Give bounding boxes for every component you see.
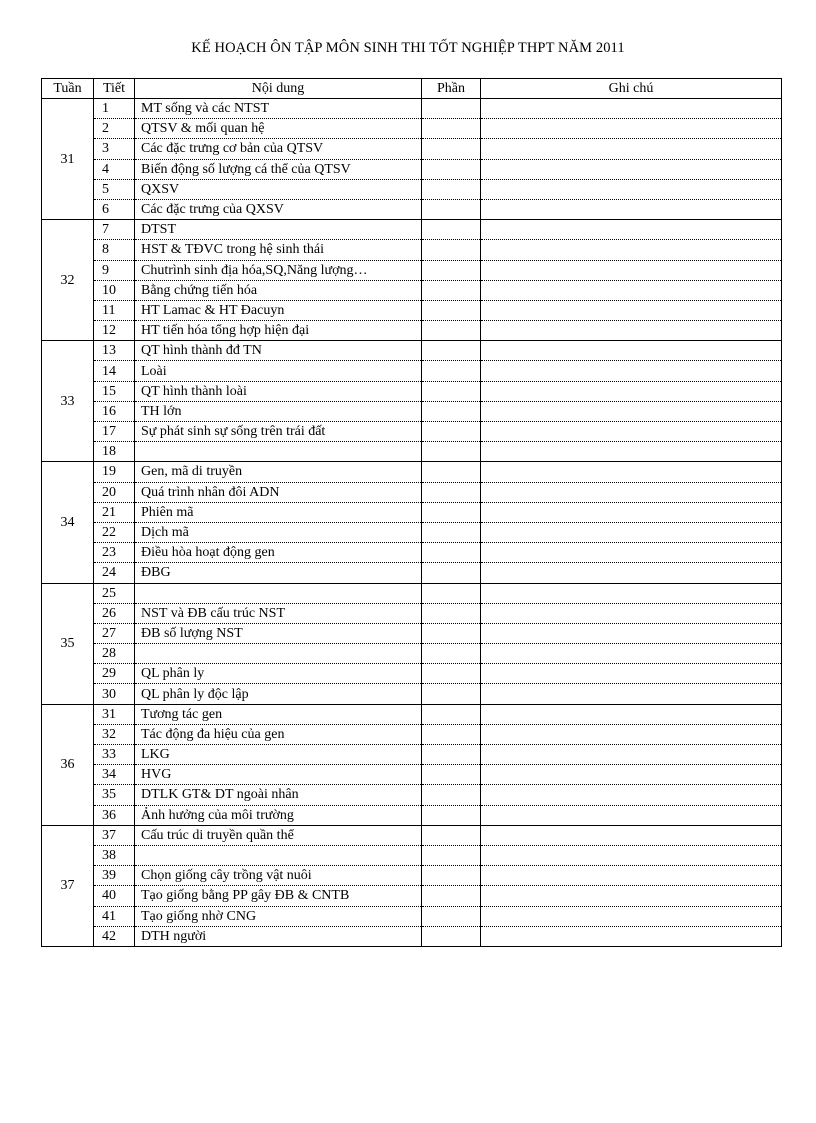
content-cell: TH lớn [135, 401, 422, 421]
part-cell [422, 825, 481, 845]
content-cell: MT sống và các NTST [135, 99, 422, 119]
part-cell [422, 442, 481, 462]
week-cell: 37 [42, 825, 94, 946]
table-row [42, 220, 782, 240]
table-row [42, 341, 782, 361]
period-cell: 13 [94, 341, 135, 361]
content-cell: HVG [135, 765, 422, 785]
table-row [42, 805, 782, 825]
content-cell: Tác động đa hiệu của gen [135, 724, 422, 744]
table-row [42, 886, 782, 906]
note-cell [481, 401, 782, 421]
content-cell: Tương tác gen [135, 704, 422, 724]
content-cell: HT tiến hóa tổng hợp hiện đại [135, 321, 422, 341]
content-cell: Quá trình nhân đôi ADN [135, 482, 422, 502]
note-cell [481, 99, 782, 119]
table-row [42, 321, 782, 341]
period-cell: 10 [94, 280, 135, 300]
table-row [42, 603, 782, 623]
part-cell [422, 745, 481, 765]
period-cell: 34 [94, 765, 135, 785]
table-row [42, 906, 782, 926]
period-cell: 33 [94, 745, 135, 765]
table-row [42, 563, 782, 583]
note-cell [481, 906, 782, 926]
table-row [42, 623, 782, 643]
note-cell [481, 724, 782, 744]
note-cell [481, 199, 782, 219]
week-cell: 36 [42, 704, 94, 825]
study-plan-table [41, 78, 782, 947]
period-cell: 8 [94, 240, 135, 260]
content-cell: HST & TĐVC trong hệ sinh thái [135, 240, 422, 260]
table-row [42, 482, 782, 502]
period-cell: 35 [94, 785, 135, 805]
week-cell: 31 [42, 99, 94, 220]
content-cell: DTH người [135, 926, 422, 946]
period-cell: 22 [94, 522, 135, 542]
note-cell [481, 300, 782, 320]
part-cell [422, 341, 481, 361]
note-cell [481, 442, 782, 462]
part-cell [422, 401, 481, 421]
content-cell: Gen, mã di truyền [135, 462, 422, 482]
header-part: Phần [422, 79, 481, 99]
table-row [42, 159, 782, 179]
header-note: Ghi chú [481, 79, 782, 99]
table-row [42, 926, 782, 946]
note-cell [481, 745, 782, 765]
period-cell: 29 [94, 664, 135, 684]
part-cell [422, 139, 481, 159]
period-cell: 4 [94, 159, 135, 179]
period-cell: 18 [94, 442, 135, 462]
period-cell: 40 [94, 886, 135, 906]
period-cell: 12 [94, 321, 135, 341]
period-cell: 6 [94, 199, 135, 219]
content-cell: Các đặc trưng của QXSV [135, 199, 422, 219]
content-cell [135, 845, 422, 865]
table-row [42, 845, 782, 865]
part-cell [422, 280, 481, 300]
header-row [42, 79, 782, 99]
table-row [42, 179, 782, 199]
note-cell [481, 785, 782, 805]
content-cell: Biến động số lượng cá thể của QTSV [135, 159, 422, 179]
note-cell [481, 684, 782, 704]
part-cell [422, 361, 481, 381]
part-cell [422, 199, 481, 219]
period-cell: 25 [94, 583, 135, 603]
note-cell [481, 260, 782, 280]
note-cell [481, 381, 782, 401]
period-cell: 15 [94, 381, 135, 401]
content-cell: Ảnh hưởng của môi trường [135, 805, 422, 825]
note-cell [481, 704, 782, 724]
table-row [42, 260, 782, 280]
note-cell [481, 422, 782, 442]
note-cell [481, 664, 782, 684]
note-cell [481, 179, 782, 199]
week-cell: 33 [42, 341, 94, 462]
part-cell [422, 482, 481, 502]
part-cell [422, 704, 481, 724]
note-cell [481, 926, 782, 946]
table-row [42, 502, 782, 522]
table-row [42, 866, 782, 886]
content-cell: QXSV [135, 179, 422, 199]
period-cell: 32 [94, 724, 135, 744]
table-row [42, 361, 782, 381]
part-cell [422, 926, 481, 946]
table-row [42, 381, 782, 401]
part-cell [422, 99, 481, 119]
part-cell [422, 300, 481, 320]
part-cell [422, 462, 481, 482]
note-cell [481, 462, 782, 482]
table-row [42, 583, 782, 603]
content-cell: Bằng chứng tiến hóa [135, 280, 422, 300]
period-cell: 5 [94, 179, 135, 199]
note-cell [481, 765, 782, 785]
table-row [42, 139, 782, 159]
part-cell [422, 886, 481, 906]
period-cell: 24 [94, 563, 135, 583]
part-cell [422, 906, 481, 926]
period-cell: 30 [94, 684, 135, 704]
header-content: Nội dung [135, 79, 422, 99]
part-cell [422, 583, 481, 603]
content-cell: Loài [135, 361, 422, 381]
plan-body [42, 99, 782, 947]
table-row [42, 401, 782, 421]
note-cell [481, 502, 782, 522]
part-cell [422, 240, 481, 260]
content-cell: QL phân ly độc lập [135, 684, 422, 704]
table-row [42, 199, 782, 219]
note-cell [481, 603, 782, 623]
header-week: Tuần [42, 79, 94, 99]
period-cell: 1 [94, 99, 135, 119]
content-cell: Cấu trúc di truyền quần thể [135, 825, 422, 845]
period-cell: 38 [94, 845, 135, 865]
content-cell [135, 644, 422, 664]
period-cell: 16 [94, 401, 135, 421]
period-cell: 39 [94, 866, 135, 886]
period-cell: 21 [94, 502, 135, 522]
content-cell: Tạo giống bằng PP gây ĐB & CNTB [135, 886, 422, 906]
content-cell: ĐB số lượng NST [135, 623, 422, 643]
content-cell: Sự phát sinh sự sống trên trái đất [135, 422, 422, 442]
part-cell [422, 220, 481, 240]
part-cell [422, 260, 481, 280]
table-row [42, 280, 782, 300]
table-row [42, 664, 782, 684]
part-cell [422, 179, 481, 199]
part-cell [422, 805, 481, 825]
part-cell [422, 684, 481, 704]
note-cell [481, 644, 782, 664]
part-cell [422, 603, 481, 623]
note-cell [481, 482, 782, 502]
period-cell: 9 [94, 260, 135, 280]
part-cell [422, 321, 481, 341]
note-cell [481, 159, 782, 179]
note-cell [481, 886, 782, 906]
content-cell [135, 583, 422, 603]
part-cell [422, 765, 481, 785]
table-row [42, 422, 782, 442]
content-cell: Chọn giống cây trồng vật nuôi [135, 866, 422, 886]
period-cell: 27 [94, 623, 135, 643]
table-row [42, 462, 782, 482]
part-cell [422, 159, 481, 179]
table-row [42, 704, 782, 724]
period-cell: 31 [94, 704, 135, 724]
table-row [42, 99, 782, 119]
note-cell [481, 220, 782, 240]
table-row [42, 240, 782, 260]
table-row [42, 724, 782, 744]
content-cell: DTLK GT& DT ngoài nhân [135, 785, 422, 805]
table-row [42, 644, 782, 664]
table-row [42, 543, 782, 563]
table-row [42, 522, 782, 542]
content-cell: HT Lamac & HT Đacuyn [135, 300, 422, 320]
period-cell: 42 [94, 926, 135, 946]
week-cell: 32 [42, 220, 94, 341]
week-cell: 34 [42, 462, 94, 583]
part-cell [422, 543, 481, 563]
content-cell: QL phân ly [135, 664, 422, 684]
table-row [42, 684, 782, 704]
note-cell [481, 341, 782, 361]
note-cell [481, 321, 782, 341]
period-cell: 26 [94, 603, 135, 623]
table-row [42, 765, 782, 785]
content-cell: QT hình thành loài [135, 381, 422, 401]
period-cell: 19 [94, 462, 135, 482]
content-cell: Tạo giống nhờ CNG [135, 906, 422, 926]
note-cell [481, 119, 782, 139]
table-row [42, 300, 782, 320]
content-cell: QTSV & mối quan hệ [135, 119, 422, 139]
part-cell [422, 785, 481, 805]
header-period: Tiết [94, 79, 135, 99]
period-cell: 23 [94, 543, 135, 563]
table-row [42, 442, 782, 462]
content-cell [135, 442, 422, 462]
part-cell [422, 522, 481, 542]
table-row [42, 119, 782, 139]
part-cell [422, 563, 481, 583]
content-cell: Điều hòa hoạt động gen [135, 543, 422, 563]
period-cell: 2 [94, 119, 135, 139]
note-cell [481, 563, 782, 583]
period-cell: 28 [94, 644, 135, 664]
part-cell [422, 623, 481, 643]
note-cell [481, 361, 782, 381]
period-cell: 17 [94, 422, 135, 442]
table-row [42, 785, 782, 805]
part-cell [422, 866, 481, 886]
period-cell: 37 [94, 825, 135, 845]
part-cell [422, 845, 481, 865]
content-cell: Dịch mã [135, 522, 422, 542]
note-cell [481, 845, 782, 865]
part-cell [422, 664, 481, 684]
content-cell: Các đặc trưng cơ bản của QTSV [135, 139, 422, 159]
note-cell [481, 139, 782, 159]
content-cell: QT hình thành đđ TN [135, 341, 422, 361]
content-cell: Phiên mã [135, 502, 422, 522]
note-cell [481, 866, 782, 886]
note-cell [481, 543, 782, 563]
note-cell [481, 825, 782, 845]
note-cell [481, 623, 782, 643]
note-cell [481, 522, 782, 542]
part-cell [422, 422, 481, 442]
table-row [42, 745, 782, 765]
part-cell [422, 724, 481, 744]
period-cell: 3 [94, 139, 135, 159]
content-cell: ĐBG [135, 563, 422, 583]
period-cell: 11 [94, 300, 135, 320]
content-cell: DTST [135, 220, 422, 240]
note-cell [481, 280, 782, 300]
week-cell: 35 [42, 583, 94, 704]
document-title: KẾ HOẠCH ÔN TẬP MÔN SINH THI TỐT NGHIỆP THPT NĂM 2011 [191, 40, 625, 56]
period-cell: 14 [94, 361, 135, 381]
table-row [42, 825, 782, 845]
part-cell [422, 644, 481, 664]
note-cell [481, 583, 782, 603]
part-cell [422, 119, 481, 139]
content-cell: LKG [135, 745, 422, 765]
note-cell [481, 240, 782, 260]
content-cell: Chutrình sinh địa hóa,SQ,Năng lượng… [135, 260, 422, 280]
period-cell: 36 [94, 805, 135, 825]
content-cell: NST và ĐB cấu trúc NST [135, 603, 422, 623]
period-cell: 41 [94, 906, 135, 926]
period-cell: 7 [94, 220, 135, 240]
part-cell [422, 502, 481, 522]
note-cell [481, 805, 782, 825]
period-cell: 20 [94, 482, 135, 502]
part-cell [422, 381, 481, 401]
